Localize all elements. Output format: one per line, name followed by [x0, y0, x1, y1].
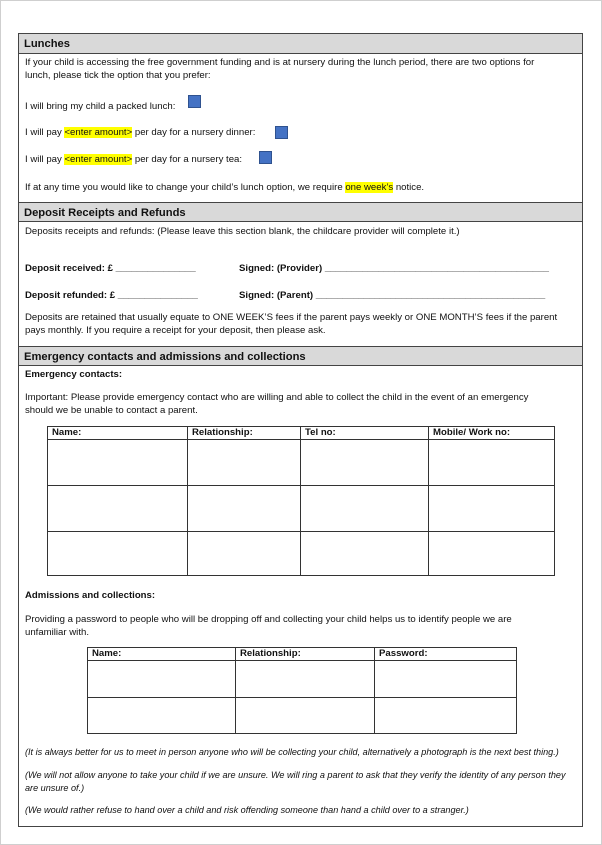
pw-col-header-name: Name: [88, 648, 236, 661]
deposit-refunded-field[interactable]: Deposit refunded: £ _______________ [25, 290, 198, 301]
table-row [88, 661, 517, 698]
dinner-option-label [25, 126, 255, 139]
note-refuse-handover: (We would rather refuse to hand over a child and risk offending someone than hand a child over to a stranger.) [25, 805, 469, 815]
table-cell[interactable] [48, 532, 188, 576]
lunches-heading: Lunches [19, 34, 582, 54]
dinner-suffix: per day for a nursery dinner: [132, 127, 256, 138]
lunches-intro-line2: lunch, please tick the option that you prefer: [25, 70, 211, 81]
table-cell[interactable] [301, 486, 429, 532]
signed-provider-field[interactable]: Signed: (Provider) __________________________________________ [239, 263, 549, 274]
table-row [48, 486, 555, 532]
table-cell[interactable] [375, 698, 517, 734]
deposit-received-field[interactable]: Deposit received: £ _______________ [25, 263, 196, 274]
table-row [48, 440, 555, 486]
table-cell[interactable] [301, 532, 429, 576]
tea-prefix: I will pay [25, 154, 65, 165]
deposit-intro: Deposits receipts and refunds: (Please leave this section blank, the childcare provider will complete it.) [25, 226, 460, 237]
password-table [87, 647, 517, 734]
emergency-subheading: Emergency contacts: [25, 369, 123, 380]
form-frame [18, 33, 583, 827]
change-highlight: one week’s [345, 182, 394, 193]
col-header-relationship: Relationship: [188, 427, 301, 440]
col-header-tel: Tel no: [301, 427, 429, 440]
emergency-heading: Emergency contacts and admissions and collections [19, 346, 582, 366]
note-verify-line2: are unsure of.) [25, 783, 85, 793]
packed-lunch-label: I will bring my child a packed lunch: [25, 101, 176, 112]
dinner-prefix: I will pay [25, 127, 65, 138]
table-cell[interactable] [48, 440, 188, 486]
tea-amount-field[interactable]: <enter amount> [64, 154, 133, 165]
note-meet-in-person: (It is always better for us to meet in person anyone who will be collecting your child, alternatively a photograph is the next best thing.) [25, 747, 559, 757]
table-cell[interactable] [301, 440, 429, 486]
table-cell[interactable] [188, 440, 301, 486]
pw-col-header-password: Password: [375, 648, 517, 661]
important-line2: should we be unable to contact a parent. [25, 405, 198, 416]
table-cell[interactable] [429, 440, 555, 486]
table-cell[interactable] [236, 661, 375, 698]
tea-suffix: per day for a nursery tea: [132, 154, 243, 165]
password-line1: Providing a password to people who will be dropping off and collecting your child helps us to identify people we are [25, 614, 512, 625]
note-verify-line1: (We will not allow anyone to take your child if we are unsure. We will ring a parent to ask that they verify the identity of any person they [25, 770, 566, 780]
col-header-name: Name: [48, 427, 188, 440]
lunch-change-notice [25, 181, 424, 194]
tea-option-label [25, 153, 242, 166]
emergency-contacts-table [47, 426, 555, 576]
password-line2: unfamiliar with. [25, 627, 89, 638]
deposit-note-line1: Deposits are retained that usually equate to ONE WEEK’S fees if the parent pays weekly or ONE MONTH’S fees if the parent [25, 312, 558, 323]
change-prefix: If at any time you would like to change your child’s lunch option, we require [25, 182, 346, 193]
important-line1: Important: Please provide emergency contact who are willing and able to collect the child in the event of an emergency [25, 392, 529, 403]
dinner-amount-field[interactable]: <enter amount> [64, 127, 133, 138]
tea-checkbox[interactable] [259, 151, 272, 164]
table-cell[interactable] [48, 486, 188, 532]
table-cell[interactable] [88, 698, 236, 734]
col-header-mobile: Mobile/ Work no: [429, 427, 555, 440]
table-cell[interactable] [429, 486, 555, 532]
table-cell[interactable] [375, 661, 517, 698]
change-suffix: notice. [393, 182, 425, 193]
lunches-intro-line1: If your child is accessing the free government funding and is at nursery during the lunch period, there are two options for [25, 57, 535, 68]
admissions-heading: Admissions and collections: [25, 590, 156, 601]
table-cell[interactable] [429, 532, 555, 576]
table-row [88, 698, 517, 734]
packed-lunch-checkbox[interactable] [188, 95, 201, 108]
table-row [48, 532, 555, 576]
dinner-checkbox[interactable] [275, 126, 288, 139]
table-cell[interactable] [188, 486, 301, 532]
deposit-note-line2: pays monthly. If you require a receipt for your deposit, then please ask. [25, 325, 326, 336]
table-cell[interactable] [236, 698, 375, 734]
signed-parent-field[interactable]: Signed: (Parent) ___________________________________________ [239, 290, 546, 301]
pw-col-header-relationship: Relationship: [236, 648, 375, 661]
deposit-heading: Deposit Receipts and Refunds [19, 202, 582, 222]
table-cell[interactable] [88, 661, 236, 698]
table-cell[interactable] [188, 532, 301, 576]
